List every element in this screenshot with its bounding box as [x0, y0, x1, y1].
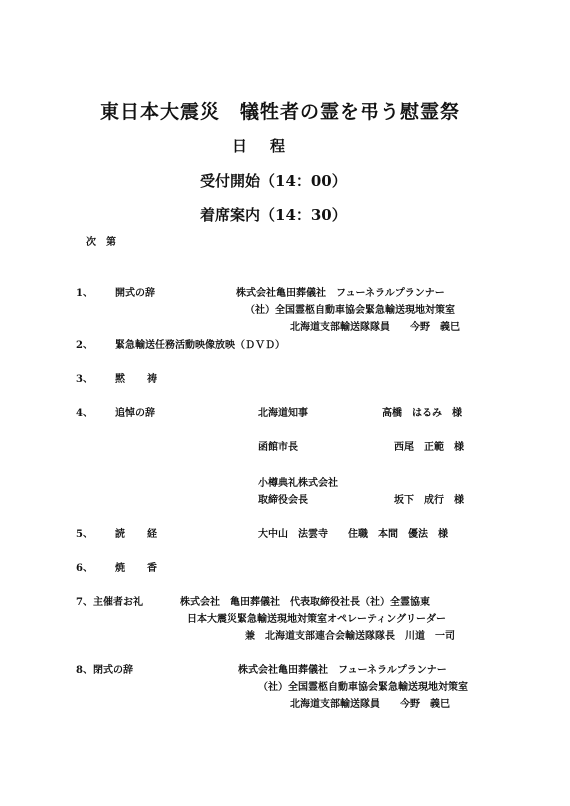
item-detail-line: 日本大震災緊急輸送現地対策室オペレーティングリーダー	[187, 614, 446, 625]
item-detail-line: （社）全国霊柩自動車協会緊急輸送現地対策室	[258, 682, 468, 693]
item-label: 読 経	[115, 529, 163, 540]
mourner-name: 西尾 正範 様	[394, 442, 464, 453]
item-number: 4、	[76, 408, 93, 419]
schedule-heading: 日 程	[232, 137, 290, 155]
item-detail-line: 株式会社 亀田葬儀社 代表取締役社長（社）全霊協東	[180, 597, 430, 608]
mourner-name: 高橋 はるみ 様	[382, 408, 462, 419]
item-number: 6、	[76, 563, 93, 574]
reception-time: 受付開始（14：00）	[200, 172, 347, 190]
item-label: 8、閉式の辞	[76, 665, 133, 676]
program-heading: 次 第	[86, 237, 116, 248]
item-detail-line: 北海道支部輸送隊員 今野 義巳	[290, 699, 450, 710]
item-number: 2、	[76, 340, 93, 351]
mourner-name: 坂下 成行 様	[394, 495, 464, 506]
item-number: 5、	[76, 529, 93, 540]
item-label: 黙 祷	[115, 374, 163, 385]
item-number: 3、	[76, 374, 93, 385]
item-label: 緊急輸送任務活動映像放映（ＤＶＤ）	[115, 340, 285, 351]
item-number: 1、	[76, 288, 93, 299]
mourner-org: 小樽典礼株式会社	[258, 478, 338, 489]
mourner-title: 取締役会長	[258, 495, 308, 506]
item-detail-line: 大中山 法雲寺 住職 本間 優法 様	[258, 529, 448, 540]
item-detail-line: 兼 北海道支部連合会輸送隊隊長 川道 一司	[245, 631, 455, 642]
item-label: 7、主催者お礼	[76, 597, 143, 608]
item-detail-line: （社）全国霊柩自動車協会緊急輸送現地対策室	[245, 305, 455, 316]
mourner-org: 北海道知事	[258, 408, 308, 419]
item-detail-line: 株式会社亀田葬儀社 フューネラルプランナー	[236, 288, 445, 299]
item-label: 追悼の辞	[115, 408, 155, 419]
document-title: 東日本大震災 犠牲者の霊を弔う慰霊祭	[100, 101, 461, 123]
item-detail-line: 株式会社亀田葬儀社 フューネラルプランナー	[238, 665, 447, 676]
seating-time: 着席案内（14：30）	[200, 206, 347, 224]
mourner-org: 函館市長	[258, 442, 298, 453]
item-detail-line: 北海道支部輸送隊隊員 今野 義巳	[290, 322, 460, 333]
item-label: 焼 香	[115, 563, 163, 574]
item-label: 開式の辞	[115, 288, 155, 299]
